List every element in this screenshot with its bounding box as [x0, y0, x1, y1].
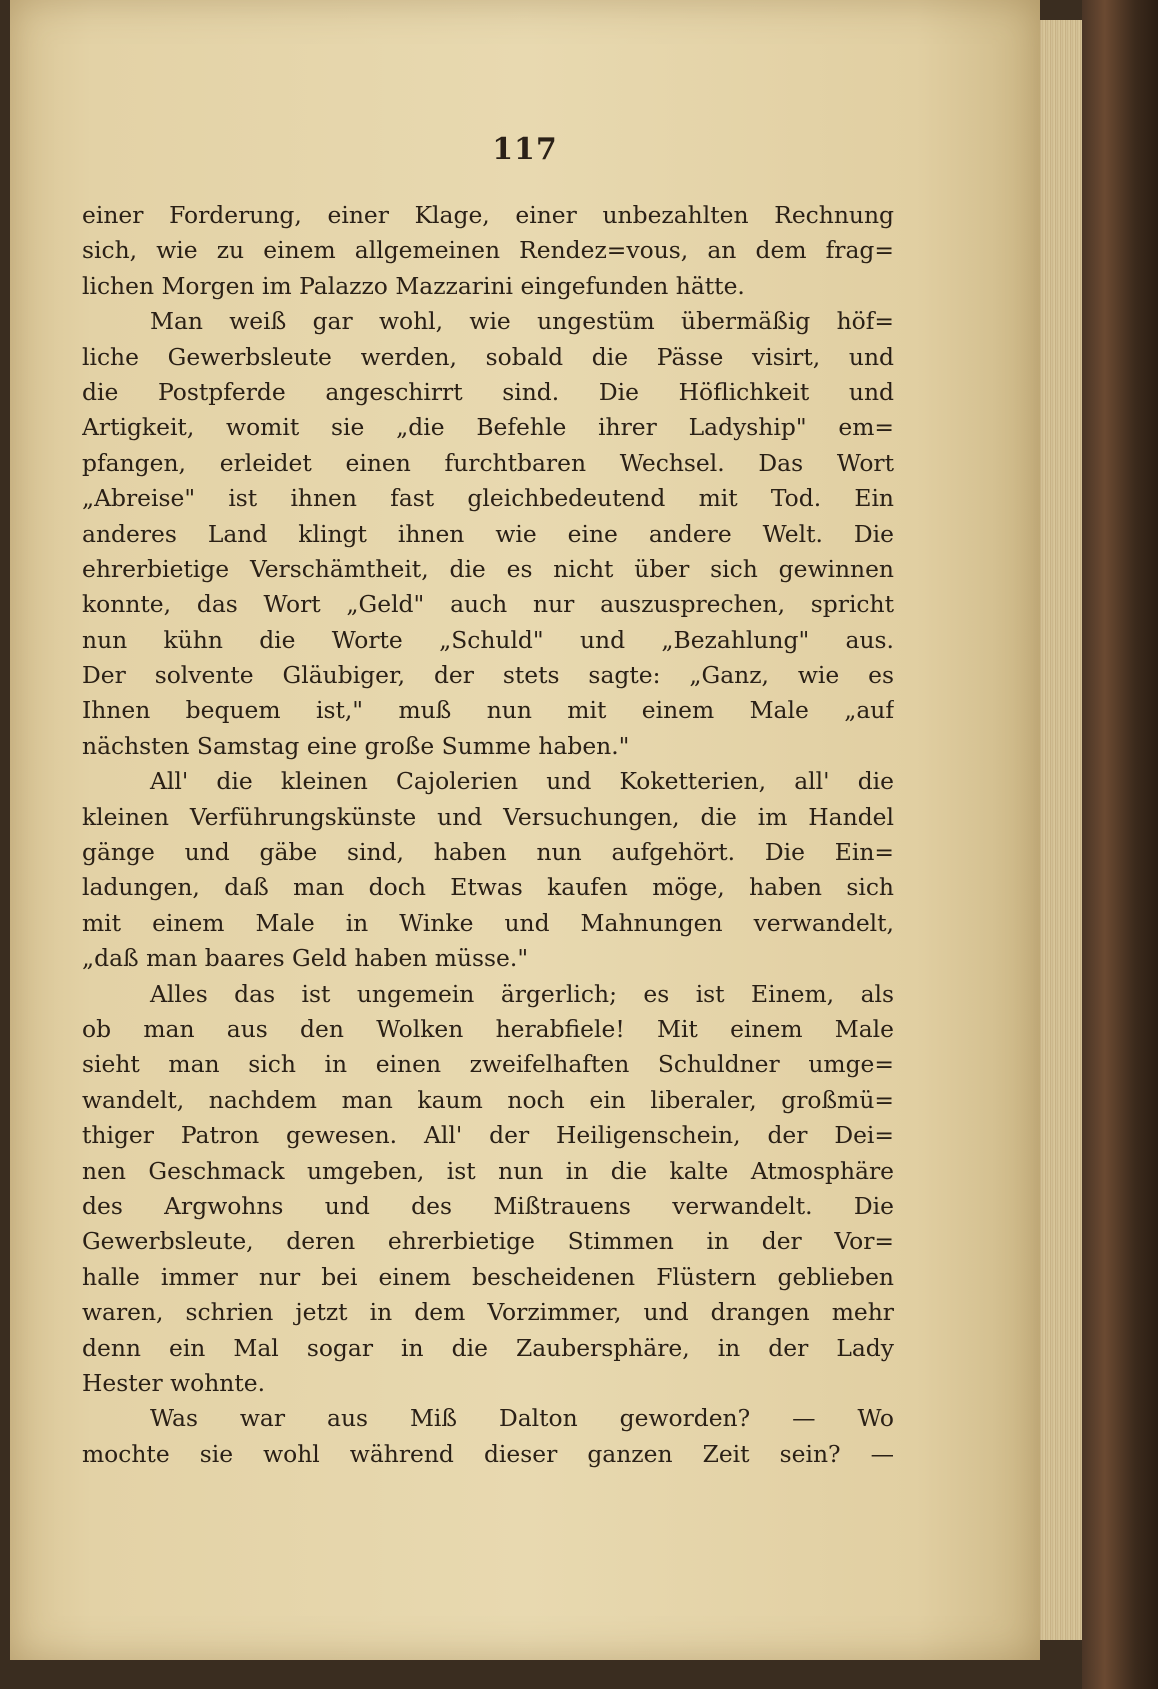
text-line: sieht man sich in einen zweifelhaften Schuldner umge= — [82, 1050, 894, 1079]
text-line: nächsten Samstag eine große Summe haben." — [82, 731, 630, 760]
book-page — [10, 0, 1040, 1660]
text-line: mit einem Male in Winke und Mahnungen verwandelt, — [82, 908, 894, 937]
text-line: mochte sie wohl während dieser ganzen Zeit sein? — — [82, 1439, 894, 1468]
text-line: ladungen, daß man doch Etwas kaufen möge, haben sich — [82, 873, 894, 902]
text-line: Ihnen bequem ist," muß nun mit einem Male „auf — [82, 696, 894, 725]
text-line: Man weiß gar wohl, wie ungestüm übermäßig höf= — [150, 307, 894, 336]
text-line: Alles das ist ungemein ärgerlich; es ist Einem, als — [150, 979, 894, 1008]
text-line: Gewerbsleute, deren ehrerbietige Stimmen in der Vor= — [82, 1227, 894, 1256]
text-line: liche Gewerbsleute werden, sobald die Pässe visirt, und — [82, 342, 894, 371]
text-line: die Postpferde angeschirrt sind. Die Höflichkeit und — [82, 377, 894, 406]
text-line: anderes Land klingt ihnen wie eine andere Welt. Die — [82, 519, 894, 548]
text-line: nun kühn die Worte „Schuld" und „Bezahlung" aus. — [82, 625, 894, 654]
text-line: pfangen, erleidet einen furchtbaren Wechsel. Das Wort — [82, 448, 894, 477]
text-line: lichen Morgen im Palazzo Mazzarini eingefunden hätte. — [82, 271, 745, 300]
text-line: denn ein Mal sogar in die Zaubersphäre, in der Lady — [82, 1333, 894, 1362]
page-body-text — [82, 198, 894, 1472]
text-line: waren, schrien jetzt in dem Vorzimmer, und drangen mehr — [82, 1298, 894, 1327]
text-line: nen Geschmack umgeben, ist nun in die kalte Atmosphäre — [82, 1156, 894, 1185]
text-line: „Abreise" ist ihnen fast gleichbedeutend mit Tod. Ein — [82, 484, 894, 513]
text-line: wandelt, nachdem man kaum noch ein liberaler, großmü= — [82, 1085, 894, 1114]
text-line: kleinen Verführungskünste und Versuchungen, die im Handel — [82, 802, 894, 831]
text-line: All' die kleinen Cajolerien und Koketterien, all' die — [150, 767, 894, 796]
page-stack-edges — [1036, 20, 1082, 1640]
text-line: ehrerbietige Verschämtheit, die es nicht über sich gewinnen — [82, 554, 894, 583]
text-line: halle immer nur bei einem bescheidenen Flüstern geblieben — [82, 1262, 894, 1291]
page-number: 117 — [492, 132, 558, 167]
text-line: sich, wie zu einem allgemeinen Rendez=vous, an dem frag= — [82, 236, 894, 265]
text-line: des Argwohns und des Mißtrauens verwandelt. Die — [82, 1191, 894, 1220]
text-line: gänge und gäbe sind, haben nun aufgehört. Die Ein= — [82, 838, 894, 867]
text-line: thiger Patron gewesen. All' der Heiligenschein, der Dei= — [82, 1121, 894, 1150]
text-line: ob man aus den Wolken herabfiele! Mit einem Male — [82, 1014, 894, 1043]
text-line: Was war aus Miß Dalton geworden? — Wo — [150, 1404, 894, 1433]
text-line: Hester wohnte. — [82, 1368, 266, 1397]
text-line: einer Forderung, einer Klage, einer unbezahlten Rechnung — [82, 201, 894, 229]
book-cover-edge — [1082, 0, 1158, 1689]
text-line: Der solvente Gläubiger, der stets sagte: „Ganz, wie es — [82, 661, 894, 690]
text-line: „daß man baares Geld haben müsse." — [82, 944, 529, 973]
text-line: Artigkeit, womit sie „die Befehle ihrer Ladyship" em= — [82, 413, 894, 442]
text-line: konnte, das Wort „Geld" auch nur auszusprechen, spricht — [82, 590, 894, 619]
